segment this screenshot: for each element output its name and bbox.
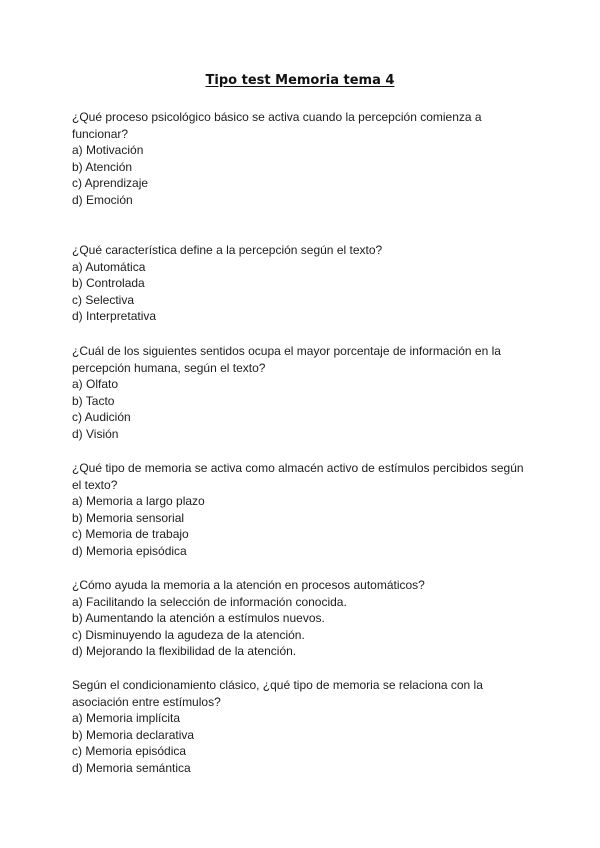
question-text: ¿Qué proceso psicológico básico se activa cuando la percepción comienza a funcionar? (72, 110, 482, 141)
answer-option: c) Disminuyendo la agudeza de la atención. (72, 627, 305, 642)
question-block (72, 460, 532, 560)
answer-option: d) Interpretativa (72, 309, 157, 324)
question-block (72, 242, 532, 325)
answer-option: d) Memoria semántica (72, 760, 191, 775)
answer-option: c) Memoria episódica (72, 744, 187, 759)
answer-option: c) Memoria de trabajo (72, 527, 189, 542)
question-text: Según el condicionamiento clásico, ¿qué tipo de memoria se relaciona con la asociación entre estímulos? (72, 678, 483, 709)
answer-option: d) Memoria episódica (72, 543, 187, 558)
answer-option: b) Atención (72, 159, 133, 174)
answer-option: a) Memoria a largo plazo (72, 494, 205, 509)
answer-option: a) Olfato (72, 377, 119, 392)
answer-option: d) Mejorando la flexibilidad de la atención. (72, 644, 297, 659)
answer-option: b) Tacto (72, 393, 115, 408)
answer-option: c) Audición (72, 410, 131, 425)
answer-option: d) Emoción (72, 192, 133, 207)
question-block (72, 577, 532, 660)
answer-option: a) Motivación (72, 143, 144, 158)
answer-option: b) Aumentando la atención a estímulos nuevos. (72, 611, 325, 626)
answer-option: b) Controlada (72, 276, 145, 291)
question-text: ¿Cómo ayuda la memoria a la atención en procesos automáticos? (72, 578, 425, 592)
answer-option: c) Selectiva (72, 292, 135, 307)
answer-option: b) Memoria sensorial (72, 510, 185, 525)
answer-option: c) Aprendizaje (72, 176, 149, 191)
question-block (72, 343, 532, 443)
question-block (72, 109, 532, 209)
answer-option: a) Automática (72, 259, 146, 274)
page-title: Tipo test Memoria tema 4 (205, 73, 395, 88)
question-block (72, 677, 532, 777)
answer-option: d) Visión (72, 426, 119, 441)
answer-option: b) Memoria declarativa (72, 727, 195, 742)
question-text: ¿Qué tipo de memoria se activa como almacén activo de estímulos percibidos según el texto? (72, 461, 524, 492)
question-text: ¿Cuál de los siguientes sentidos ocupa el mayor porcentaje de información en la percepción humana, según el texto? (72, 344, 501, 375)
answer-option: a) Memoria implícita (72, 711, 181, 726)
answer-option: a) Facilitando la selección de información conocida. (72, 594, 347, 609)
question-text: ¿Qué característica define a la percepción según el texto? (72, 243, 383, 257)
